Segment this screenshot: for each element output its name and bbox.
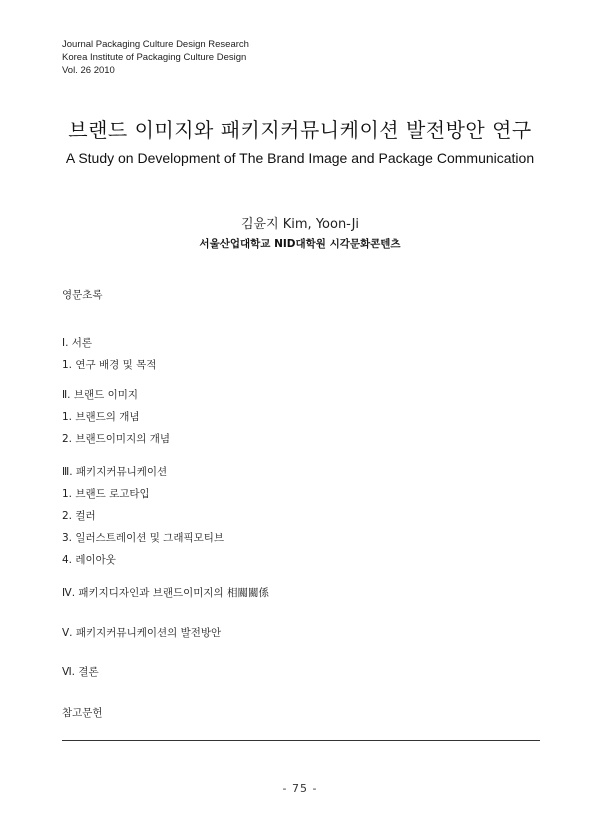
journal-name: Journal Packaging Culture Design Research xyxy=(62,39,249,50)
toc-item: 1. 브랜드의 개념 xyxy=(62,411,140,423)
horizontal-divider xyxy=(62,740,540,741)
toc-abstract: 영문초록 xyxy=(62,289,103,301)
toc-section-6: Ⅵ. 결론 xyxy=(62,666,99,678)
paper-title-english: A Study on Development of The Brand Image and Package Communication xyxy=(65,150,535,166)
toc-section-1: Ⅰ. 서론 xyxy=(62,337,93,349)
toc-references: 참고문헌 xyxy=(62,707,103,719)
toc-item: 1. 연구 배경 및 목적 xyxy=(62,359,157,371)
toc-item: 2. 브랜드이미지의 개념 xyxy=(62,433,170,445)
author-affiliation: 서울산업대학교 NID대학원 시각문화콘텐츠 xyxy=(199,238,401,250)
toc-section-3: Ⅲ. 패키지커뮤니케이션 xyxy=(62,466,168,478)
page-number: - 75 - xyxy=(282,782,318,795)
author-name: 김윤지 Kim, Yoon-Ji xyxy=(240,217,360,232)
toc-section-2: Ⅱ. 브랜드 이미지 xyxy=(62,389,139,401)
toc-item: 3. 일러스트레이션 및 그래픽모티브 xyxy=(62,532,225,544)
toc-item: 1. 브랜드 로고타입 xyxy=(62,488,150,500)
toc-section-5: Ⅴ. 패키지커뮤니케이션의 발전방안 xyxy=(62,627,222,639)
toc-item: 4. 레이아웃 xyxy=(62,554,116,566)
toc-item: 2. 컬러 xyxy=(62,510,96,522)
toc-section-4: Ⅳ. 패키지디자인과 브랜드이미지의 相關關係 xyxy=(62,587,270,599)
journal-volume: Vol. 26 2010 xyxy=(62,65,115,76)
journal-header xyxy=(62,38,249,77)
paper-title-korean: 브랜드 이미지와 패키지커뮤니케이션 발전방안 연구 xyxy=(68,118,532,142)
journal-publisher: Korea Institute of Packaging Culture Design xyxy=(62,52,247,63)
